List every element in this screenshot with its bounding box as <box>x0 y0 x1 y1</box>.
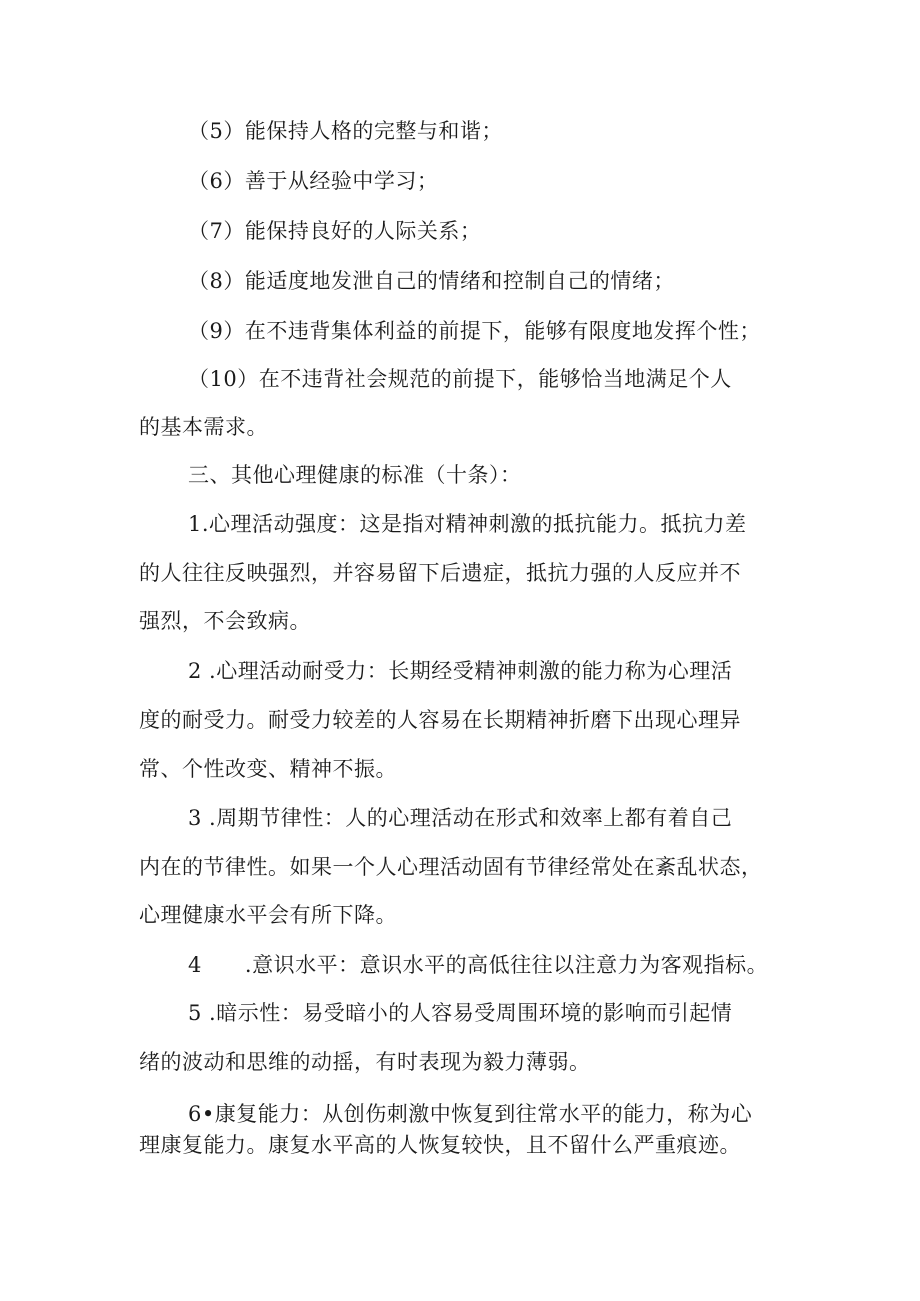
standard-1-line-3: 强烈，不会致病。 <box>139 609 311 633</box>
standard-4-line-1: 4 .意识水平：意识水平的高低往往以注意力为客观指标。 <box>188 953 769 977</box>
standard-6-line-1: 6•康复能力：从创伤刺激中恢复到往常水平的能力，称为心 <box>188 1102 753 1126</box>
list-item-5: （5）能保持人格的完整与和谐； <box>188 119 503 143</box>
standard-3-line-2: 内在的节律性。如果一个人心理活动固有节律经常处在紊乱状态， <box>139 855 763 879</box>
section-heading: 三、其他心理健康的标准（十条）： <box>188 463 522 487</box>
standard-2-line-2: 度的耐受力。耐受力较差的人容易在长期精神折磨下出现心理异 <box>139 708 741 732</box>
list-item-7: （7）能保持良好的人际关系； <box>188 219 482 243</box>
list-item-9: （9）在不违背集体利益的前提下，能够有限度地发挥个性； <box>188 319 761 343</box>
list-item-6: （6）善于从经验中学习； <box>188 169 439 193</box>
standard-5-line-1: 5 .暗示性：易受暗小的人容易受周围环境的影响而引起情 <box>188 1001 733 1025</box>
list-item-8: （8）能适度地发泄自己的情绪和控制自己的情绪； <box>188 269 675 293</box>
standard-6-line-2: 理康复能力。康复水平高的人恢复较快，且不留什么严重痕迹。 <box>139 1133 741 1157</box>
standard-3-line-1: 3 .周期节律性：人的心理活动在形式和效率上都有着自己 <box>188 806 733 830</box>
standard-3-line-3: 心理健康水平会有所下降。 <box>139 903 397 927</box>
list-item-10: （10）在不违背社会规范的前提下，能够恰当地满足个人 <box>188 367 732 391</box>
standard-2-line-1: 2 .心理活动耐受力：长期经受精神刺激的能力称为心理活 <box>188 659 733 683</box>
standard-1-line-2: 的人往往反映强烈，并容易留下后遗症，抵抗力强的人反应并不 <box>139 561 741 585</box>
list-item-10-continuation: 的基本需求。 <box>139 415 268 439</box>
standard-2-line-3: 常、个性改变、精神不振。 <box>139 757 397 781</box>
standard-5-line-2: 绪的波动和思维的动摇，有时表现为毅力薄弱。 <box>139 1050 591 1074</box>
standard-1-line-1: 1.心理活动强度：这是指对精神刺激的抵抗能力。抵抗力差 <box>188 512 747 536</box>
